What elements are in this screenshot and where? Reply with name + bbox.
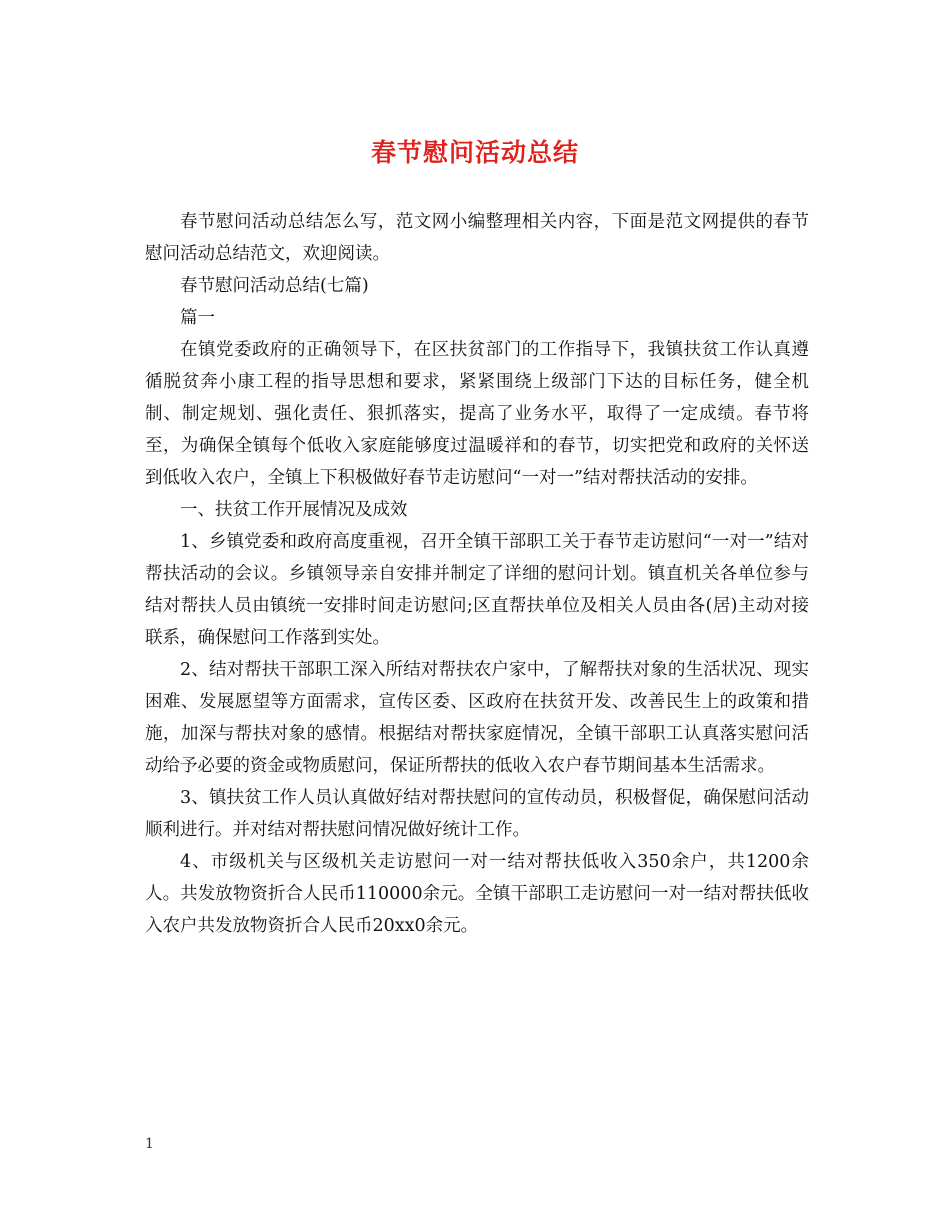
document-title: 春节慰问活动总结 <box>370 138 579 167</box>
paragraph-item-3: 3、镇扶贫工作人员认真做好结对帮扶慰问的宣传动员，积极督促，确保慰问活动顺利进行。并对结对帮扶慰问情况做好统计工作。 <box>145 788 809 840</box>
page-number: 1 <box>145 1136 154 1152</box>
paragraph-section-label: 篇一 <box>180 308 215 328</box>
paragraph-item-1: 1、乡镇党委和政府高度重视，召开全镇干部职工关于春节走访慰问“一对一”结对帮扶活动的会议。乡镇领导亲自安排并制定了详细的慰问计划。镇直机关各单位参与结对帮扶人员由镇统一安排时间走访慰问;区直帮扶单位及相关人员由各(居)主动对接联系，确保慰问工作落到实处。 <box>145 532 809 648</box>
document-body <box>145 206 809 942</box>
paragraph-item-2: 2、结对帮扶干部职工深入所结对帮扶农户家中，了解帮扶对象的生活状况、现实困难、发展愿望等方面需求，宣传区委、区政府在扶贫开发、改善民生上的政策和措施，加深与帮扶对象的感情。根据结对帮扶家庭情况，全镇干部职工认真落实慰问活动给予必要的资金或物质慰问，保证所帮扶的低收入农户春节期间基本生活需求。 <box>145 660 809 776</box>
paragraph-heading-one: 一、扶贫工作开展情况及成效 <box>180 500 408 520</box>
paragraph-background: 在镇党委政府的正确领导下，在区扶贫部门的工作指导下，我镇扶贫工作认真遵循脱贫奔小康工程的指导思想和要求，紧紧围绕上级部门下达的目标任务，健全机制、制定规划、强化责任、狠抓落实，提高了业务水平，取得了一定成绩。春节将至，为确保全镇每个低收入家庭能够度过温暖祥和的春节，切实把党和政府的关怀送到低收入农户，全镇上下积极做好春节走访慰问“一对一”结对帮扶活动的安排。 <box>145 340 809 488</box>
paragraph-intro: 春节慰问活动总结怎么写，范文网小编整理相关内容，下面是范文网提供的春节慰问活动总结范文，欢迎阅读。 <box>145 212 809 264</box>
paragraph-subtitle: 春节慰问活动总结(七篇) <box>180 276 369 296</box>
paragraph-item-4: 4、市级机关与区级机关走访慰问一对一结对帮扶低收入350余户，共1200余人。共发放物资折合人民币110000余元。全镇干部职工走访慰问一对一结对帮扶低收入农户共发放物资折合人民币20xx0余元。 <box>145 852 809 936</box>
